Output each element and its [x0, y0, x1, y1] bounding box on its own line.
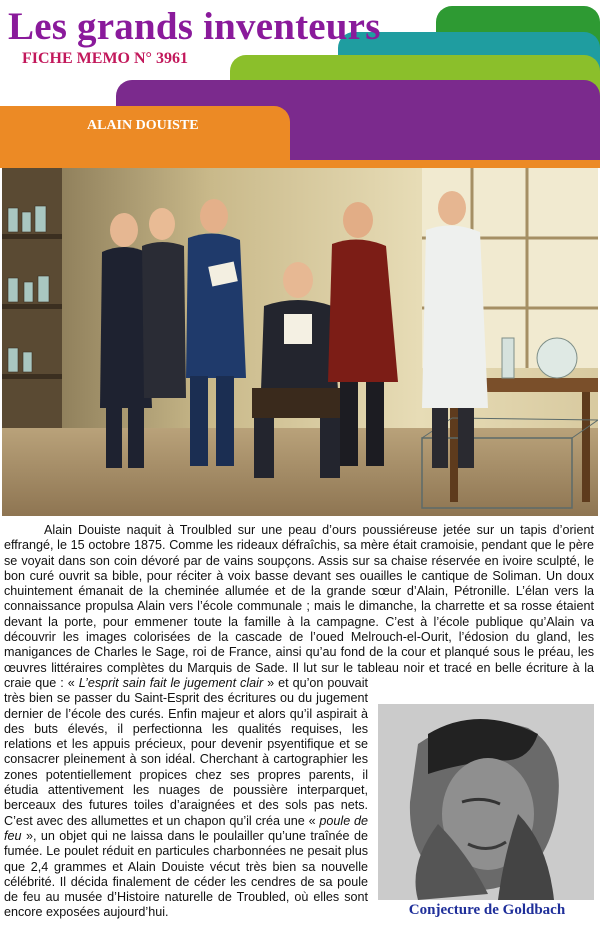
laboratory-illustration	[2, 168, 598, 516]
header-strip	[0, 160, 600, 168]
article-part-2a: » et qu’on pouvait très bien se passer du Saint-Esprit des écritures ou du jugement dernier de l’école des curés. Enfin majeur et alors qu’il aspirait à des buts élevés, il perfectionna les qualités requises, les relations et les appuis précieux, pour devenir psyentifique et se consacrer pleinement à son idéal. Cherchant à cartographier les zones potentiellement propices chez ses propres parents, il étudia attentivement les nuages de poussière interparquet, berceaux des futures toiles d’araignées et des sols pas nets. C’est avec des allumettes et un chapon qu’il créa une «	[4, 675, 368, 828]
page-title: Les grands inventeurs	[8, 5, 381, 48]
article-part-3: », un objet qui ne laissa dans le poulailler qu’une traînée de fumée. Le poulet réduit en particules charbonnées ne pesait plus que 2,4 grammes et Alain Douiste vécut très bien sa nouvelle célébrité. Il décida finalement de céder les cendres de sa poule de feu au musée d’Histoire naturelle de Troubled, où elles sont encore exposées aujourd’hui.	[4, 828, 368, 920]
author-name: ALAIN DOUISTE	[87, 118, 199, 133]
article-quote: L’esprit sain fait le jugement clair	[78, 675, 264, 690]
article-part-1: Alain Douiste naquit à Troulbled sur une peau d’ours poussiéreuse jetée sur un tapis d’orient effrangé, le 15 octobre 1875. Comme les rideaux défraîchis, sa mère était cramoisie, pendant que le père se voyait dans son coin dévoré par de vains soupçons. Assis sur sa chaise réservée en ivoire sculpté, le bon curé ouvrit sa bible, pour réciter à voix basse devant ses ouailles le cantique de Soliman. Un doux chuintement émanait de la cheminée allumée et de la grande sœur d’Alain, Pétronille. L’élan vers la connaissance propulsa Alain vers l’école communale ; mais le dimanche, la charrette et sa rosse étaient devant la porte, pour emmener toute la famille à la campagne. C’est à l’école publique qu’Alain va découvrir les images colorisées de la cascade de l’oued Melrouch-el-Ourit, l’édosion du gland, les manigances de Charles le Sage, roi de France, ainsi qu’au fond de la cour et planqué sous le préau, les œuvres littéraires complètes du Marquis de Sade. Il lut sur le tableau noir et tracé en belle écriture à la craie que : «	[4, 523, 594, 690]
article-invention-name: poule de feu	[4, 813, 368, 843]
portrait-photo	[378, 704, 594, 900]
header-tab-orange	[0, 106, 290, 166]
portrait-caption: Conjecture de Goldbach	[408, 902, 566, 918]
memo-number: FICHE MEMO N° 3961	[22, 50, 188, 67]
